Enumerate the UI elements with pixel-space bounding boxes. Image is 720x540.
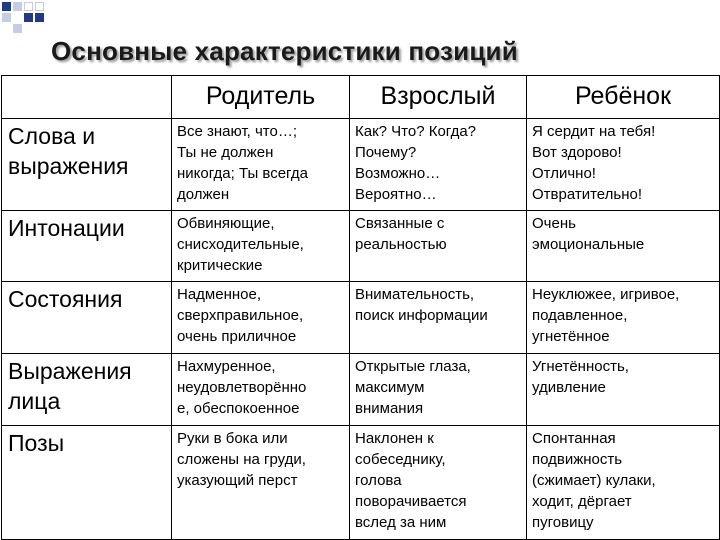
table-header-row [2, 76, 720, 119]
decor-square [24, 2, 33, 11]
decor-square [35, 13, 44, 22]
adult-cell: Открытые глаза, максимум внимания [350, 354, 527, 426]
row-label: Выражения лица [2, 354, 172, 426]
decor-square [2, 13, 11, 22]
decor-square [2, 2, 11, 11]
child-cell: Я сердит на тебя! Вот здорово! Отлично! Отвратительно! [527, 119, 720, 211]
table-row [2, 119, 720, 211]
child-cell: Неуклюжее, игривое, подавленное, угнетённое [527, 282, 720, 354]
parent-cell: Надменное, сверхправильное, очень приличное [172, 282, 350, 354]
parent-cell: Руки в бока или сложены на груди, указующий перст [172, 426, 350, 540]
decor-square [13, 24, 22, 33]
row-label: Интонации [2, 211, 172, 282]
header-empty-cell [2, 76, 172, 119]
adult-cell: Внимательность, поиск информации [350, 282, 527, 354]
row-label: Состояния [2, 282, 172, 354]
table-row [2, 211, 720, 282]
table-row [2, 282, 720, 354]
child-cell: Очень эмоциональные [527, 211, 720, 282]
row-label: Слова и выражения [2, 119, 172, 211]
characteristics-table [1, 75, 720, 540]
header-child: Ребёнок [527, 76, 720, 119]
child-cell: Спонтанная подвижность (сжимает) кулаки, ходит, дёргает пуговицу [527, 426, 720, 540]
table-row [2, 426, 720, 540]
parent-cell: Обвиняющие, снисходительные, критические [172, 211, 350, 282]
parent-cell: Все знают, что…; Ты не должен никогда; Ты всегда должен [172, 119, 350, 211]
table-row [2, 354, 720, 426]
row-label: Позы [2, 426, 172, 540]
header-adult: Взрослый [350, 76, 527, 119]
child-cell: Угнетённость, удивление [527, 354, 720, 426]
page-title: Основные характеристики позиций [51, 36, 518, 66]
adult-cell: Как? Что? Когда? Почему? Возможно… Вероятно… [350, 119, 527, 211]
decor-square [24, 13, 33, 22]
adult-cell: Связанные с реальностью [350, 211, 527, 282]
decor-square [13, 2, 22, 11]
adult-cell: Наклонен к собеседнику, голова поворачивается вслед за ним [350, 426, 527, 540]
header-parent: Родитель [172, 76, 350, 119]
parent-cell: Нахмуренное, неудовлетворённо е, обеспокоенное [172, 354, 350, 426]
decor-square [35, 2, 44, 11]
